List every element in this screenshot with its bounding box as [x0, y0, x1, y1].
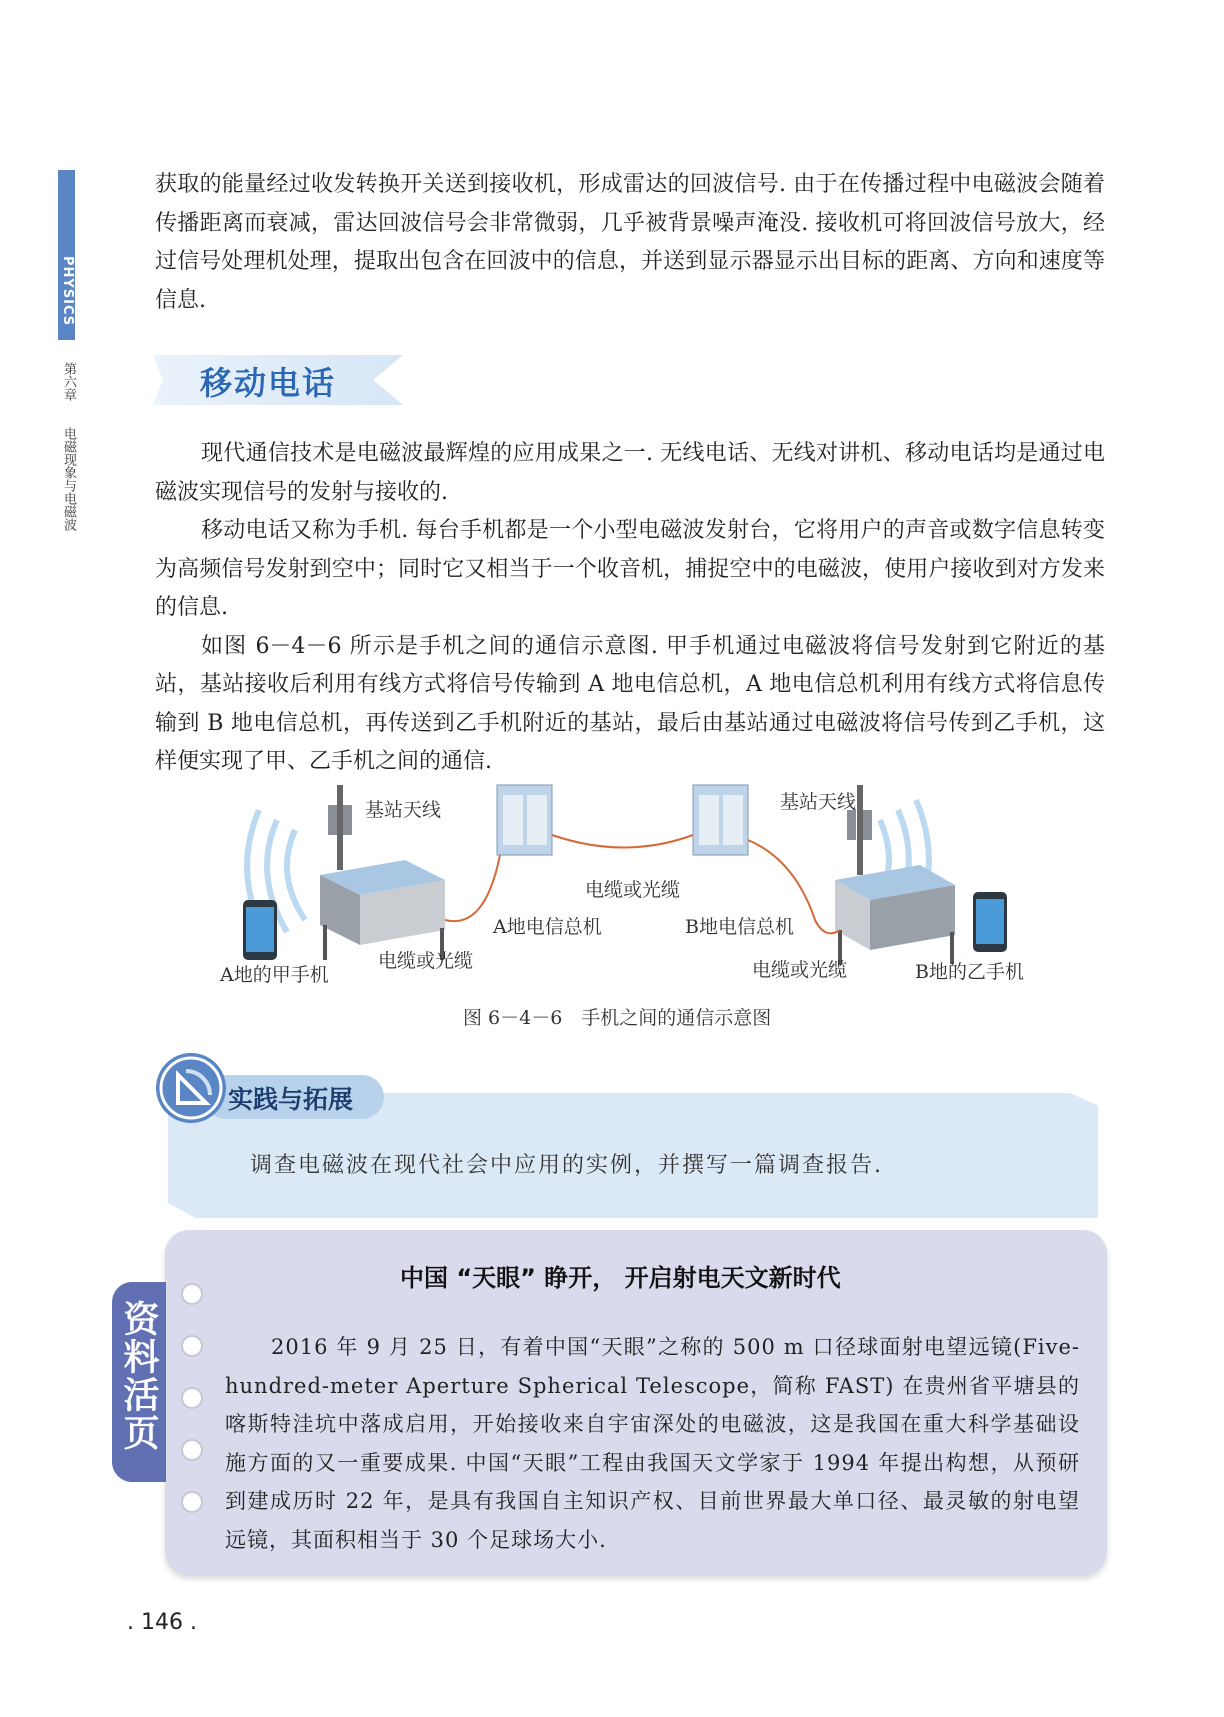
figure-label-exchange-a: A地电信总机	[493, 916, 602, 938]
phone-a-icon	[243, 900, 277, 960]
side-chapter-title: 电磁现象与电磁波	[61, 427, 76, 531]
section-paragraph: 现代通信技术是电磁波最辉煌的应用成果之一. 无线电话、无线对讲机、移动电话均是通过电磁波实现信号的发射与接收的.	[155, 441, 1105, 505]
phone-b-icon	[973, 892, 1007, 952]
figure-label-antenna-left: 基站天线	[365, 799, 442, 821]
practice-text: 调查电磁波在现代社会中应用的实例，并撰写一篇调查报告.	[250, 1153, 883, 1178]
section-paragraph: 如图 6－4－6 所示是手机之间的通信示意图. 甲手机通过电磁波将信号发射到它附近的基站，基站接收后利用有线方式将信号传输到 A 地电信总机，A 地电信总机利用有线方式将信息传输到 B 地电信总机，再传送到乙手机附近的基站，最后由基站通过电磁波将信号传到乙手机，这样便实现了甲、乙手机之间的通信.	[155, 633, 1105, 774]
section-paragraph: 移动电话又称为手机. 每台手机都是一个小型电磁波发射台，它将用户的声音或数字信息转变为高频信号发射到空中；同时它又相当于一个收音机，捕捉空中的电磁波，使用户接收到对方发来的信息.	[155, 518, 1105, 620]
figure-label-exchange-b: B地电信总机	[685, 916, 794, 938]
figure-label-cable-right: 电缆或光缆	[752, 959, 848, 981]
figure-label-cable-middle: 电缆或光缆	[585, 879, 681, 901]
page-number: . 146 .	[127, 1610, 197, 1635]
intro-text: 获取的能量经过收发转换开关送到接收机，形成雷达的回波信号. 由于在传播过程中电磁波会随着传播距离而衰减，雷达回波信号会非常微弱，几乎被背景噪声淹没. 接收机可将回波信号放大，经过信号处理机处理，提取出包含在回波中的信息，并送到显示器显示出目标的距离、方向和速度等信息.	[155, 172, 1105, 313]
info-tab-label: 资料活页	[118, 1300, 159, 1452]
info-body	[225, 1328, 1080, 1559]
figure-label-antenna-right: 基站天线	[780, 791, 857, 813]
ruler-protractor-icon	[156, 1053, 226, 1123]
section-body	[155, 435, 1105, 782]
exchange-a-icon	[497, 785, 552, 855]
binder-ring-icon	[181, 1439, 203, 1461]
info-title: 中国 “天眼” 睁开， 开启射电天文新时代	[400, 1264, 841, 1292]
intro-paragraph	[155, 166, 1105, 320]
side-subject-label: PHYSICS	[60, 256, 75, 327]
binder-ring-icon	[181, 1335, 203, 1357]
figure-label-cable-left: 电缆或光缆	[378, 950, 474, 972]
figure-label-phone-b: B地的乙手机	[915, 961, 1024, 983]
binder-ring-icon	[181, 1491, 203, 1513]
binder-ring-icon	[181, 1387, 203, 1409]
section-heading: 移动电话	[200, 364, 337, 402]
figure-label-phone-a: A地的甲手机	[220, 964, 329, 986]
binder-ring-icon	[181, 1283, 203, 1305]
figure-caption: 图 6－4－6 手机之间的通信示意图	[463, 1007, 772, 1029]
info-paragraph: 2016 年 9 月 25 日，有着中国“天眼”之称的 500 m 口径球面射电望远镜(Five-hundred-meter Aperture Spherical Telescope，简称 FAST) 在贵州省平塘县的喀斯特洼坑中落成启用，开始接收来自宇宙深处的电磁波，这是我国在重大科学基础设施方面的又一重要成果. 中国“天眼”工程由我国天文学家于 1994 年提出构想，从预研到建成历时 22 年，是具有我国自主知识产权、目前世界最大单口径、最灵敏的射电望远镜，其面积相当于 30 个足球场大小.	[225, 1335, 1080, 1552]
exchange-b-icon	[693, 785, 748, 855]
practice-title: 实践与拓展	[228, 1085, 354, 1114]
side-chapter-number: 第六章	[61, 362, 76, 401]
